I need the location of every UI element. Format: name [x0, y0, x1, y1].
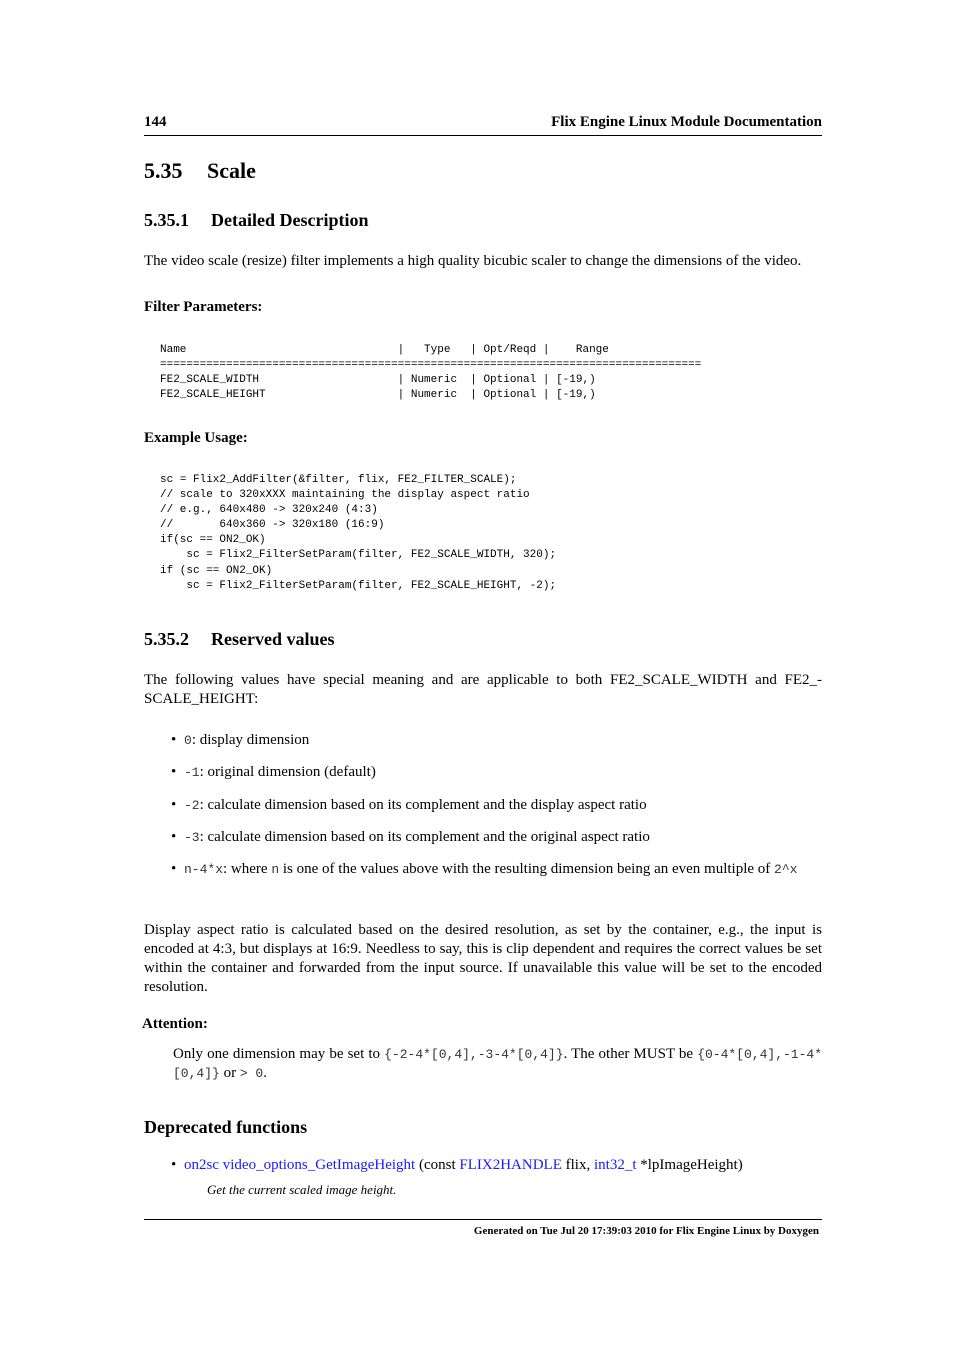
value-code: -3: [184, 829, 200, 845]
value-code: n-4*x: [184, 862, 224, 878]
value-description: : calculate dimension based on its complement and the original aspect ratio: [199, 828, 650, 845]
attention-fragment: or: [219, 1065, 240, 1081]
value-code: -1: [184, 765, 200, 781]
bullet-icon: •: [171, 732, 177, 748]
attention-code: {-2-4*[0,4],-3-4*[0,4]}: [384, 1047, 564, 1062]
example-code-block: sc = Flix2_AddFilter(&filter, flix, FE2_FILTER_SCALE); // scale to 320xXXX maintaining the display aspect ratio // e.g., 640x480 -> 320x240 (4:3) // 640x360 -> 320x180 (16:9) if(sc == ON2_OK) sc = Flix2_FilterSetParam(filter, FE2_SCALE_WIDTH, 320); if (sc == ON2_OK) sc = Flix2_FilterSetParam(filter, FE2_SCALE_HEIGHT, -2);: [160, 474, 557, 592]
signature-fragment: flix,: [561, 1157, 594, 1173]
attention-code: {0-4*[0,4],-1-4*[0,4]}: [173, 1047, 823, 1081]
attention-fragment: . The other MUST be: [563, 1046, 698, 1062]
value-description: : where: [223, 861, 272, 878]
subsection-title: Detailed Description: [211, 210, 369, 230]
example-usage-label: Example Usage:: [144, 430, 248, 446]
value-code: n: [271, 862, 280, 878]
list-item: [144, 763, 822, 782]
value-description: is one of the values above with the resulting dimension being an even multiple of: [279, 861, 775, 878]
list-item: [144, 860, 822, 879]
attention-label: Attention:: [142, 1016, 208, 1032]
function-signature: [184, 1156, 743, 1175]
value-code: 2^x: [774, 862, 798, 878]
bullet-icon: •: [171, 1157, 177, 1173]
deprecated-functions-heading: Deprecated functions: [144, 1117, 308, 1137]
attention-code: > 0: [239, 1066, 264, 1081]
running-title: Flix Engine Linux Module Documentation: [551, 114, 822, 130]
subsection-heading-detailed: [144, 210, 368, 231]
subsection-number: 5.35.1: [144, 210, 189, 230]
value-description: : original dimension (default): [199, 764, 376, 781]
filter-parameters-label: Filter Parameters:: [144, 299, 263, 315]
attention-text: [173, 1045, 822, 1083]
reserved-intro-paragraph: The following values have special meaning and are applicable to both FE2_SCALE_WIDTH and FE2_-SCALE_HEIGHT:: [144, 672, 822, 707]
type-link-int32[interactable]: int32_t: [593, 1157, 637, 1173]
list-item: [144, 796, 822, 815]
value-code: 0: [184, 733, 192, 748]
subsection-number: 5.35.2: [144, 629, 189, 649]
function-link[interactable]: on2sc video_options_GetImageHeight: [184, 1157, 416, 1173]
value-description: : display dimension: [191, 732, 310, 748]
list-item: [144, 828, 822, 847]
attention-fragment: Only one dimension may be set to: [173, 1046, 385, 1062]
subsection-heading-reserved: [144, 629, 334, 650]
list-item: [144, 731, 822, 750]
value-description: : calculate dimension based on its complement and the display aspect ratio: [199, 796, 647, 813]
bullet-icon: •: [171, 828, 177, 845]
value-code: -2: [184, 797, 200, 813]
subsection-title: Reserved values: [211, 629, 335, 649]
attention-fragment: .: [263, 1065, 267, 1081]
filter-parameters-table: Name | Type | Opt/Reqd | Range ================================================================================== FE2_SCALE_WIDTH | Numeric | Optional | [-19,) FE2_SCALE_HEIGHT | Numeric | Optional | [-19,): [160, 344, 702, 402]
footer-text: Generated on Tue Jul 20 17:39:03 2010 for Flix Engine Linux by Doxygen: [473, 1225, 819, 1237]
aspect-ratio-paragraph: Display aspect ratio is calculated based on the desired resolution, as set by the container, e.g., the input is encoded at 4:3, but displays at 16:9. Needless to say, this is clip dependent and requires the correct values be set within the container and forwarded from the input source. If unavailable this value will be set to the encoded resolution.: [144, 922, 822, 995]
description-paragraph: The video scale (resize) filter implements a high quality bicubic scaler to change the dimensions of the video.: [144, 253, 802, 269]
bullet-icon: •: [171, 796, 177, 813]
signature-fragment: *lpImageHeight): [636, 1157, 743, 1173]
section-number: 5.35: [144, 158, 183, 183]
page-header: [144, 113, 822, 136]
section-heading: [144, 158, 256, 184]
page-number: 144: [144, 114, 167, 130]
bullet-icon: •: [171, 764, 177, 781]
type-link-flix2handle[interactable]: FLIX2HANDLE: [459, 1157, 562, 1173]
section-title: Scale: [207, 158, 256, 183]
signature-fragment: (const: [415, 1157, 460, 1173]
reserved-values-list: [144, 731, 822, 892]
page-footer: [144, 1219, 822, 1237]
function-brief: Get the current scaled image height.: [207, 1182, 397, 1197]
bullet-icon: •: [171, 861, 177, 878]
